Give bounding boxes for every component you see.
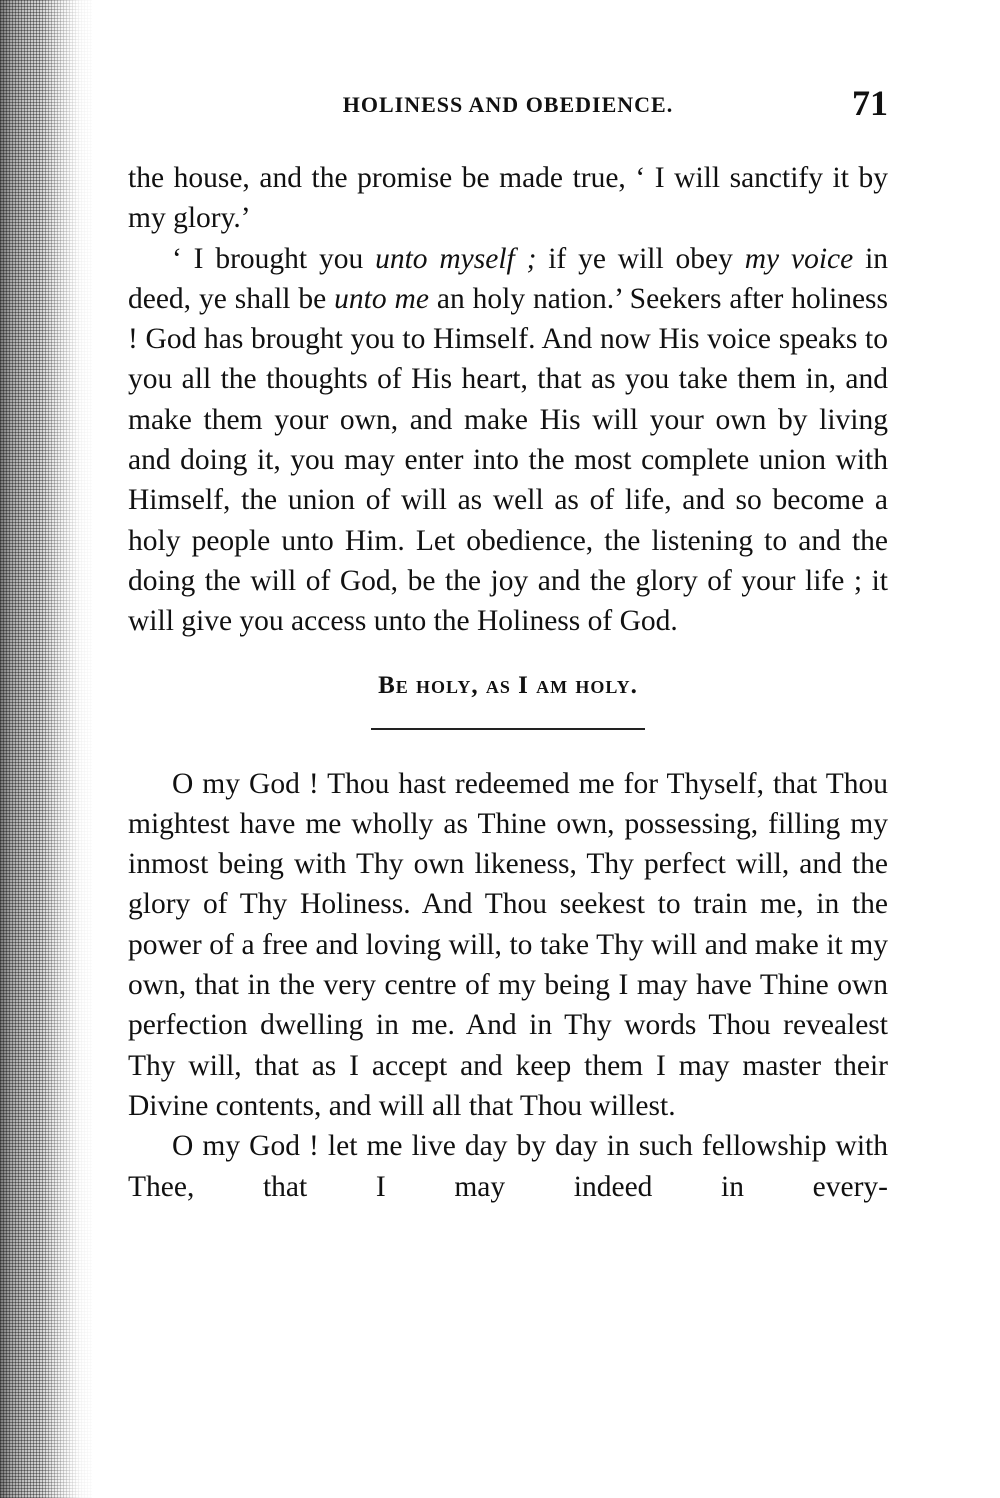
prayer-paragraph-2: O my God ! let me live day by day in such fellowship with Thee, that I may indeed in every- [128, 1130, 888, 1203]
italic-my-voice: my voice [744, 242, 854, 275]
italic-unto-myself: unto myself ; [375, 242, 537, 275]
section-divider [371, 728, 645, 730]
body-paragraph-1: the house, and the promise be made true, ‘ I will sanctify it by my glory.’ [128, 162, 888, 235]
body-paragraph-2 [128, 239, 888, 642]
italic-unto-me: unto me [334, 282, 429, 315]
prayer-paragraph-1: O my God ! Thou hast redeemed me for Thyself, that Thou mightest have me wholly as Thine own, possessing, filling my inmost being with Thy own likeness, Thy perfect will, and the glory of Thy Holiness. And Thou seekest to train me, in the power of a free and loving will, to take Thy will and make it my own, that in the very centre of my being I may have Thine own perfection dwelling in me. And in Thy words Thou revealest Thy will, that as I accept and keep them I may master their Divine contents, and will all that Thou willest. [128, 767, 888, 1122]
paragraph-continuation: an holy nation.’ Seekers after holiness ! God has brought you to Himself. And now His voice speaks to you all the thoughts of His heart, that as you take them in, and make them your own, and make His will your own by living and doing it, you may enter into the most complete union with Himself, the union of will as well as of life, and so become a holy people unto Him. Let obedience, the listening to and the doing the will of God, be the joy and the glory of your life ; it will give you access unto the Holiness of God. [128, 282, 889, 638]
section-heading [128, 672, 888, 712]
quote-open-text: ‘ I brought you [172, 242, 376, 275]
page-number: 71 [852, 83, 888, 123]
running-title: HOLINESS AND OBEDIENCE. [342, 92, 674, 117]
quote-mid-text: if ye will obey [536, 242, 745, 275]
section-heading-text: Be holy, as I am holy. [378, 671, 638, 699]
quote-mid-text-2: in deed, ye shall be [128, 242, 889, 315]
book-page [128, 82, 888, 1207]
running-head [128, 82, 888, 132]
gutter-fade [0, 0, 100, 1498]
